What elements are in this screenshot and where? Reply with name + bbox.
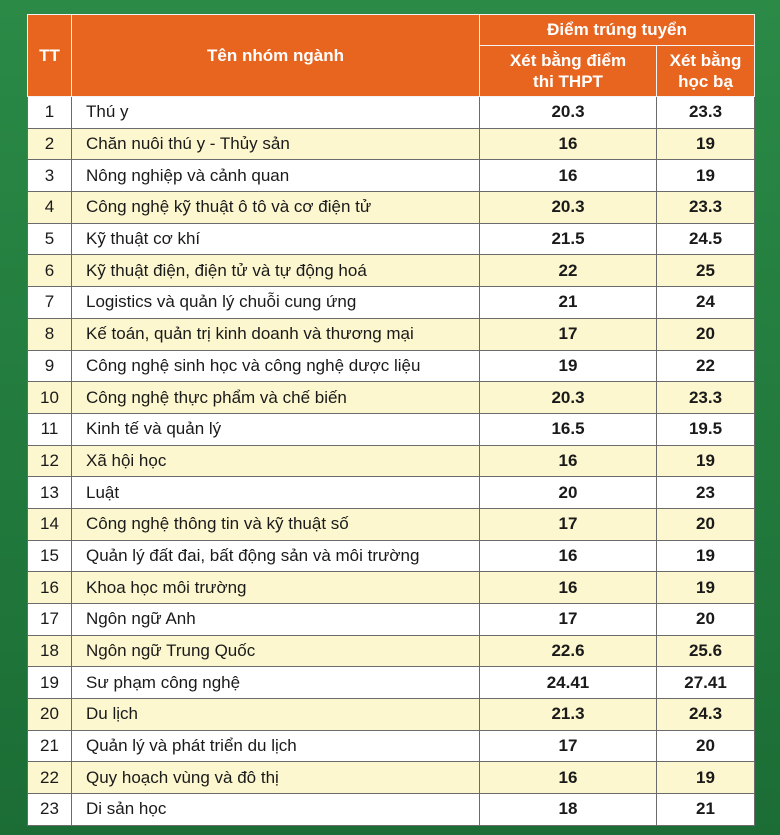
header-thpt-line1: Xét bằng điểm <box>509 51 627 70</box>
score-thpt: 17 <box>480 318 657 350</box>
table-row <box>28 413 755 445</box>
score-thpt: 17 <box>480 730 657 762</box>
row-number: 4 <box>28 192 72 224</box>
score-hocba: 19 <box>657 762 755 794</box>
score-thpt: 20 <box>480 477 657 509</box>
major-name: Công nghệ thông tin và kỹ thuật số <box>72 508 480 540</box>
score-hocba: 19 <box>657 160 755 192</box>
score-thpt: 17 <box>480 604 657 636</box>
row-number: 11 <box>28 413 72 445</box>
score-hocba: 23.3 <box>657 97 755 129</box>
score-thpt: 16.5 <box>480 413 657 445</box>
major-name: Kinh tế và quản lý <box>72 413 480 445</box>
row-number: 17 <box>28 604 72 636</box>
table-row <box>28 128 755 160</box>
score-hocba: 19 <box>657 540 755 572</box>
row-number: 20 <box>28 699 72 731</box>
score-hocba: 21 <box>657 794 755 826</box>
major-name: Công nghệ thực phẩm và chế biến <box>72 382 480 414</box>
table-row <box>28 382 755 414</box>
header-hocba <box>657 46 755 97</box>
major-name: Xã hội học <box>72 445 480 477</box>
score-hocba: 27.41 <box>657 667 755 699</box>
table-row <box>28 350 755 382</box>
header-thpt-line2: thi THPT <box>533 72 603 91</box>
row-number: 2 <box>28 128 72 160</box>
row-number: 13 <box>28 477 72 509</box>
major-name: Công nghệ kỹ thuật ô tô và cơ điện tử <box>72 192 480 224</box>
major-name: Sư phạm công nghệ <box>72 667 480 699</box>
table-row <box>28 540 755 572</box>
table-row <box>28 762 755 794</box>
row-number: 5 <box>28 223 72 255</box>
row-number: 21 <box>28 730 72 762</box>
major-name: Ngôn ngữ Anh <box>72 604 480 636</box>
row-number: 9 <box>28 350 72 382</box>
header-hocba-line2: học bạ <box>678 72 733 91</box>
score-thpt: 20.3 <box>480 97 657 129</box>
row-number: 12 <box>28 445 72 477</box>
major-name: Quản lý và phát triển du lịch <box>72 730 480 762</box>
score-thpt: 21.3 <box>480 699 657 731</box>
score-hocba: 20 <box>657 318 755 350</box>
score-hocba: 22 <box>657 350 755 382</box>
row-number: 10 <box>28 382 72 414</box>
major-name: Chăn nuôi thú y - Thủy sản <box>72 128 480 160</box>
major-name: Khoa học môi trường <box>72 572 480 604</box>
score-thpt: 16 <box>480 762 657 794</box>
table-row <box>28 160 755 192</box>
major-name: Di sản học <box>72 794 480 826</box>
score-thpt: 18 <box>480 794 657 826</box>
row-number: 18 <box>28 635 72 667</box>
score-hocba: 19 <box>657 128 755 160</box>
header-hocba-line1: Xét bằng <box>669 51 742 70</box>
score-thpt: 16 <box>480 160 657 192</box>
table-row <box>28 699 755 731</box>
score-thpt: 22.6 <box>480 635 657 667</box>
major-name: Kỹ thuật điện, điện tử và tự động hoá <box>72 255 480 287</box>
score-thpt: 21.5 <box>480 223 657 255</box>
table-row <box>28 97 755 129</box>
row-number: 3 <box>28 160 72 192</box>
row-number: 16 <box>28 572 72 604</box>
score-thpt: 22 <box>480 255 657 287</box>
score-hocba: 23 <box>657 477 755 509</box>
score-hocba: 20 <box>657 604 755 636</box>
score-thpt: 16 <box>480 540 657 572</box>
table-row <box>28 794 755 826</box>
score-hocba: 23.3 <box>657 382 755 414</box>
score-hocba: 20 <box>657 730 755 762</box>
score-thpt: 16 <box>480 445 657 477</box>
major-name: Luật <box>72 477 480 509</box>
table-row <box>28 730 755 762</box>
score-hocba: 19.5 <box>657 413 755 445</box>
score-hocba: 24 <box>657 287 755 319</box>
table-row <box>28 635 755 667</box>
table-row <box>28 255 755 287</box>
score-thpt: 20.3 <box>480 192 657 224</box>
score-hocba: 25.6 <box>657 635 755 667</box>
row-number: 23 <box>28 794 72 826</box>
major-name: Du lịch <box>72 699 480 731</box>
table-row <box>28 445 755 477</box>
score-thpt: 16 <box>480 572 657 604</box>
table-row <box>28 192 755 224</box>
major-name: Quy hoạch vùng và đô thị <box>72 762 480 794</box>
table-row <box>28 287 755 319</box>
major-name: Kế toán, quản trị kinh doanh và thương mại <box>72 318 480 350</box>
score-hocba: 25 <box>657 255 755 287</box>
major-name: Nông nghiệp và cảnh quan <box>72 160 480 192</box>
major-name: Quản lý đất đai, bất động sản và môi trường <box>72 540 480 572</box>
table-row <box>28 572 755 604</box>
row-number: 6 <box>28 255 72 287</box>
score-hocba: 20 <box>657 508 755 540</box>
row-number: 19 <box>28 667 72 699</box>
row-number: 7 <box>28 287 72 319</box>
major-name: Logistics và quản lý chuỗi cung ứng <box>72 287 480 319</box>
major-name: Thú y <box>72 97 480 129</box>
row-number: 1 <box>28 97 72 129</box>
score-hocba: 24.3 <box>657 699 755 731</box>
header-thpt <box>480 46 657 97</box>
table-row <box>28 318 755 350</box>
score-thpt: 17 <box>480 508 657 540</box>
score-hocba: 19 <box>657 445 755 477</box>
header-tt: TT <box>28 15 72 97</box>
score-thpt: 19 <box>480 350 657 382</box>
table-row <box>28 604 755 636</box>
score-hocba: 24.5 <box>657 223 755 255</box>
row-number: 15 <box>28 540 72 572</box>
row-number: 14 <box>28 508 72 540</box>
row-number: 8 <box>28 318 72 350</box>
score-hocba: 19 <box>657 572 755 604</box>
table-row <box>28 667 755 699</box>
major-name: Công nghệ sinh học và công nghệ dược liệu <box>72 350 480 382</box>
admission-score-table <box>27 14 755 826</box>
header-name: Tên nhóm ngành <box>72 15 480 97</box>
score-thpt: 16 <box>480 128 657 160</box>
score-thpt: 21 <box>480 287 657 319</box>
score-thpt: 20.3 <box>480 382 657 414</box>
table-row <box>28 223 755 255</box>
score-thpt: 24.41 <box>480 667 657 699</box>
table-row <box>28 477 755 509</box>
major-name: Ngôn ngữ Trung Quốc <box>72 635 480 667</box>
header-score-group: Điểm trúng tuyển <box>480 15 755 46</box>
table-row <box>28 508 755 540</box>
major-name: Kỹ thuật cơ khí <box>72 223 480 255</box>
table-body <box>28 97 755 826</box>
row-number: 22 <box>28 762 72 794</box>
score-hocba: 23.3 <box>657 192 755 224</box>
